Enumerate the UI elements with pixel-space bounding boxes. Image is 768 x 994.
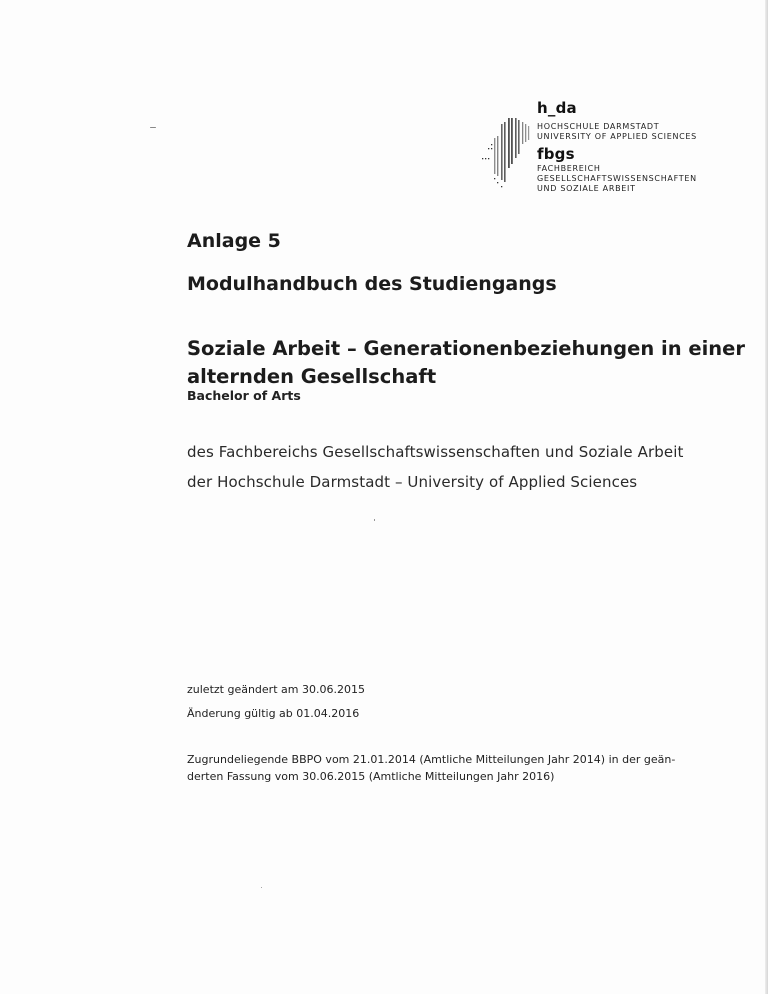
faculty-name-line: GESELLSCHAFTSWISSENSCHAFTEN (537, 174, 697, 183)
faculty-name-line: UND SOZIALE ARBEIT (537, 184, 636, 193)
scan-speck (374, 519, 375, 521)
faculty-line: des Fachbereichs Gesellschaftswissenschaften und Soziale Arbeit (187, 443, 684, 461)
annex-title: Anlage 5 (187, 230, 281, 252)
degree-label: Bachelor of Arts (187, 388, 301, 403)
university-line: der Hochschule Darmstadt – University of Applied Sciences (187, 473, 638, 491)
hda-fbgs-logo (480, 100, 740, 210)
program-title (187, 335, 745, 391)
scan-speck (261, 887, 262, 888)
legal-basis-line: derten Fassung vom 30.06.2015 (Amtliche Mitteilungen Jahr 2016) (187, 770, 555, 783)
legal-basis-line: Zugrundeliegende BBPO vom 21.01.2014 (Amtliche Mitteilungen Jahr 2014) in der geän- (187, 753, 676, 766)
scan-speck (150, 127, 156, 128)
module-handbook-title: Modulhandbuch des Studiengangs (187, 273, 557, 295)
legal-basis-note (187, 751, 727, 785)
faculty-name-line: FACHBEREICH (537, 164, 601, 173)
university-name-line: HOCHSCHULE DARMSTADT (537, 122, 660, 131)
program-title-line: Soziale Arbeit – Generationenbeziehungen in einer (187, 337, 745, 360)
valid-from-date: Änderung gültig ab 01.04.2016 (187, 707, 360, 720)
program-title-line: alternden Gesellschaft (187, 365, 437, 388)
last-changed-date: zuletzt geändert am 30.06.2015 (187, 683, 365, 696)
university-name-line: UNIVERSITY OF APPLIED SCIENCES (537, 132, 697, 141)
logo-text (537, 100, 737, 194)
hda-wordmark: h_da (537, 99, 577, 117)
fbgs-wordmark: fbgs (537, 145, 575, 163)
hda-dot-bars-icon (480, 114, 532, 194)
